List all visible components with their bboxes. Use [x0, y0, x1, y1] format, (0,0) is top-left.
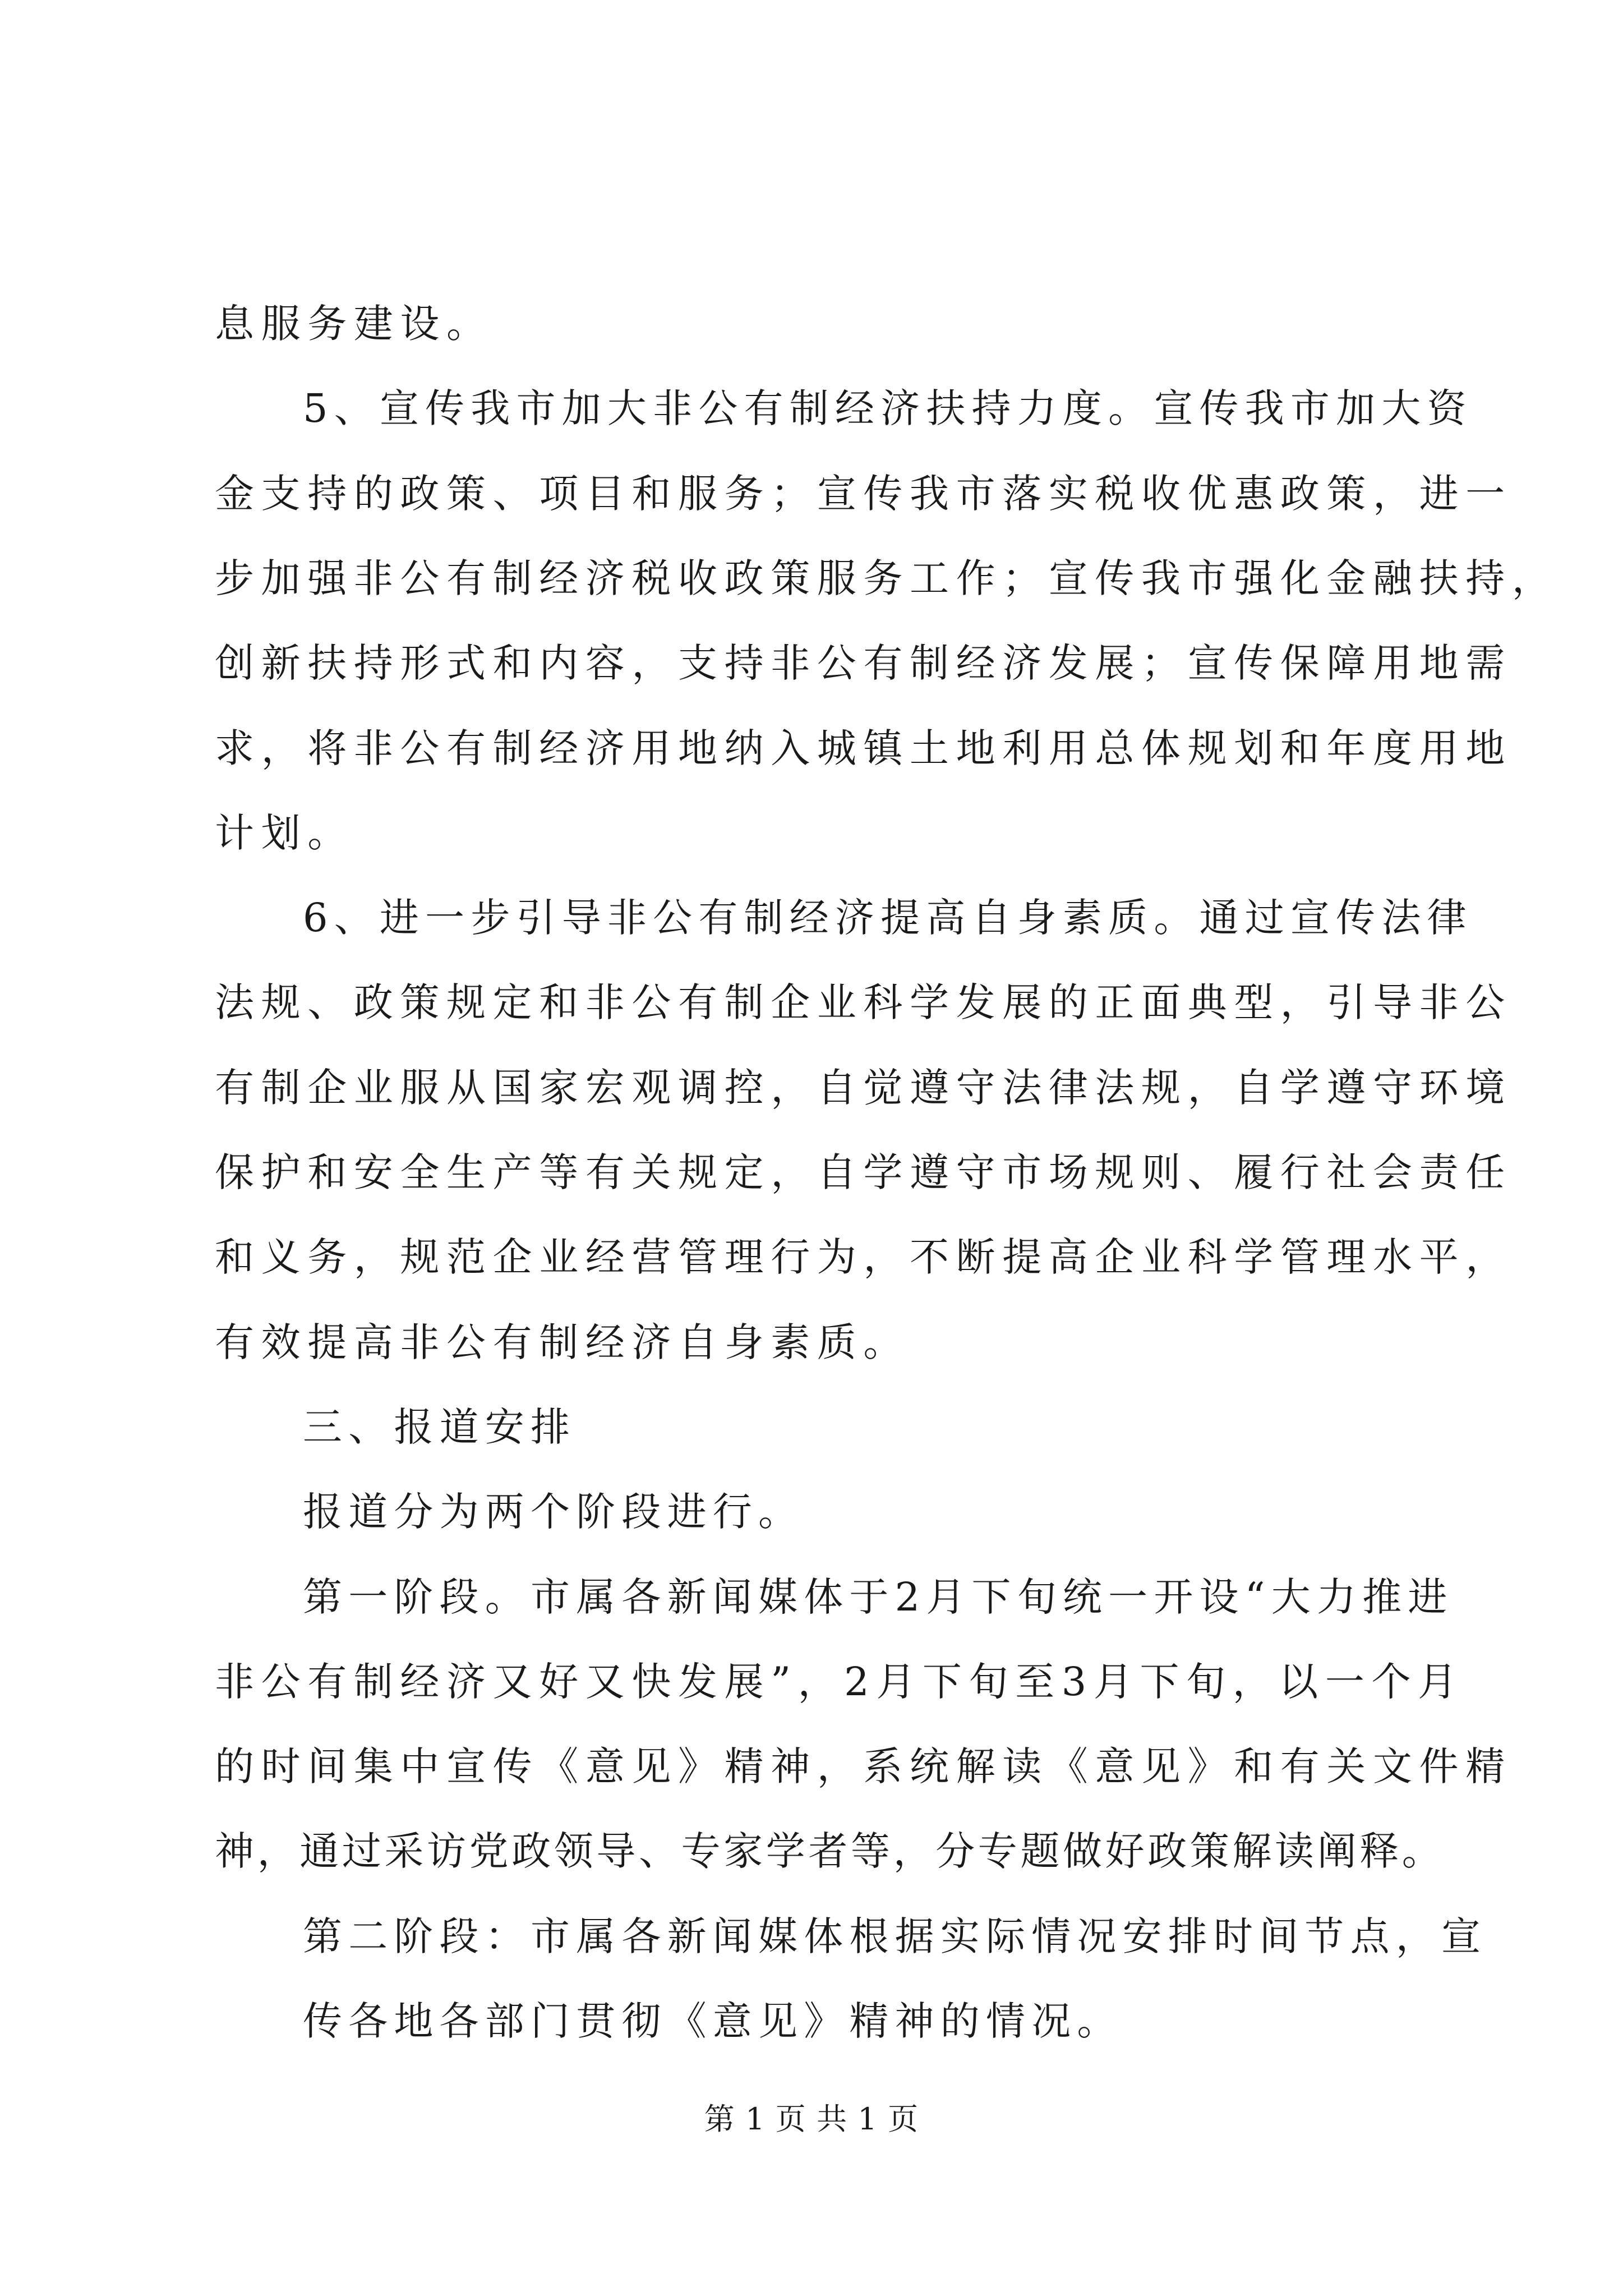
paragraph-line: 和义务，规范企业经营管理行为，不断提高企业科学管理水平，: [215, 1234, 1512, 1280]
section-heading: 三、报道安排: [303, 1404, 577, 1450]
paragraph-line: 法规、政策规定和非公有制企业科学发展的正面典型，引导非公: [215, 979, 1512, 1025]
paragraph-line: 非公有制经济又好又快发展”，2月下旬至3月下旬，以一个月: [215, 1659, 1464, 1705]
paragraph-line: 报道分为两个阶段进行。: [303, 1489, 804, 1535]
paragraph-line: 创新扶持形式和内容，支持非公有制经济发展；宣传保障用地需: [215, 640, 1512, 686]
paragraph-line: 保护和安全生产等有关规定，自学遵守市场规则、履行社会责任: [215, 1149, 1512, 1195]
paragraph-line: 计划。: [215, 810, 354, 856]
paragraph-line: 求，将非公有制经济用地纳入城镇土地利用总体规划和年度用地: [215, 725, 1512, 771]
paragraph-line: 传各地各部门贯彻《意见》精神的情况。: [303, 1998, 1123, 2044]
paragraph-line: 5、宣传我市加大非公有制经济扶持力度。宣传我市加大资: [303, 385, 1473, 431]
paragraph-line: 的时间集中宣传《意见》精神，系统解读《意见》和有关文件精: [215, 1743, 1512, 1789]
paragraph-line: 第二阶段：市属各新闻媒体根据实际情况安排时间节点，宣: [303, 1913, 1487, 1959]
paragraph-line: 有制企业服从国家宏观调控，自觉遵守法律法规，自学遵守环境: [215, 1065, 1512, 1111]
paragraph-line: 息服务建设。: [215, 301, 493, 347]
paragraph-line: 神，通过采访党政领导、专家学者等，分专题做好政策解读阐释。: [215, 1828, 1445, 1874]
paragraph-line: 有效提高非公有制经济自身素质。: [215, 1319, 910, 1365]
paragraph-line: 第一阶段。市属各新闻媒体于2月下旬统一开设“大力推进: [303, 1574, 1454, 1620]
paragraph-line: 金支持的政策、项目和服务；宣传我市落实税收优惠政策，进一: [215, 471, 1512, 517]
paragraph-line: 步加强非公有制经济税收政策服务工作；宣传我市强化金融扶持，: [215, 555, 1559, 601]
page-footer: 第 1 页 共 1 页: [704, 2101, 919, 2137]
paragraph-line: 6、进一步引导非公有制经济提高自身素质。通过宣传法律: [303, 895, 1473, 941]
